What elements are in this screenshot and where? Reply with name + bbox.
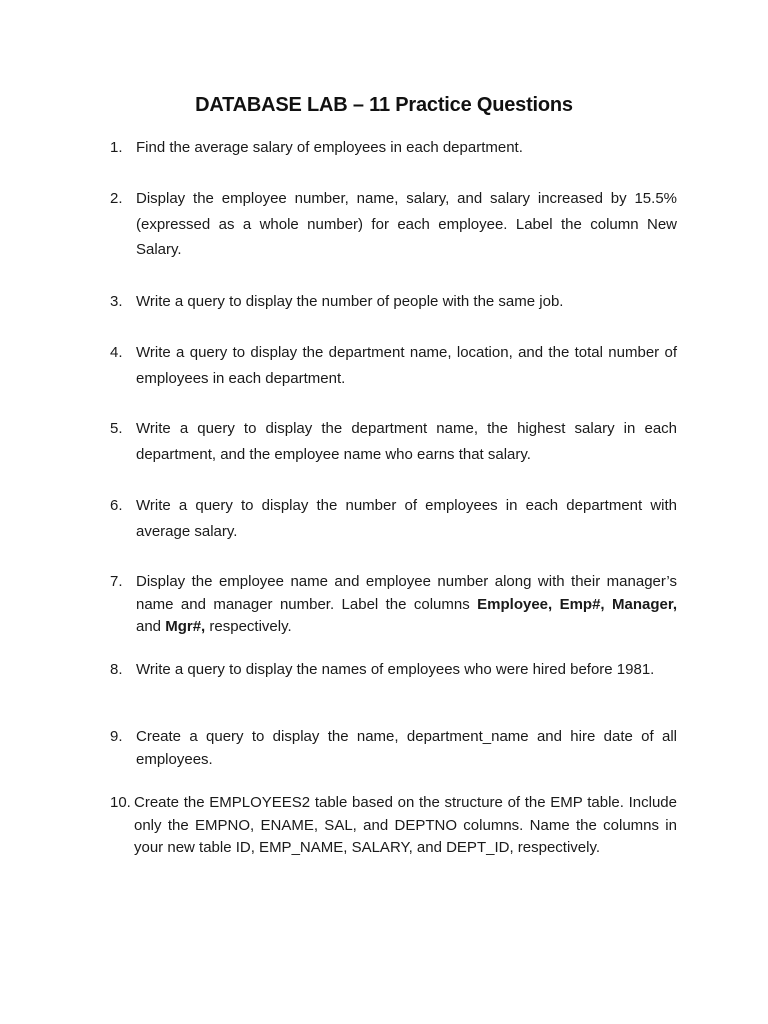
question-text-part: Display the employee name and employee number along with their manager’s name and manager number. Label the columns (136, 573, 677, 613)
question-text: Create a query to display the name, department_name and hire date of all employees. (136, 728, 677, 768)
question-10 (110, 792, 677, 860)
question-number: 1. (110, 139, 123, 156)
question-number: 7. (110, 573, 123, 590)
column-labels-bold: Employee, Emp#, Manager, (477, 595, 678, 613)
question-number: 8. (110, 661, 123, 678)
question-8 (110, 659, 677, 682)
page-title: DATABASE LAB – 11 Practice Questions (195, 94, 573, 116)
question-number: 3. (110, 293, 123, 310)
question-number: 4. (110, 344, 123, 361)
mgr-label-bold: Mgr#, (165, 618, 206, 635)
question-text: Display the employee number, name, salary, and salary increased by 15.5% (expressed as a whole number) for each employee. Label the column New Salary. (136, 190, 677, 258)
question-5 (110, 416, 677, 467)
question-text: Write a query to display the names of employees who were hired before 1981. (136, 661, 655, 678)
question-6 (110, 493, 677, 544)
question-number: 9. (110, 728, 123, 745)
question-number: 5. (110, 420, 123, 437)
question-text-part: and (136, 618, 166, 635)
question-text (136, 571, 677, 639)
question-text: Write a query to display the number of people with the same job. (136, 293, 564, 310)
question-number: 2. (110, 190, 123, 207)
question-text-part: respectively. (205, 618, 292, 635)
question-9 (110, 726, 677, 771)
question-2 (110, 186, 677, 263)
question-number: 10. (110, 794, 131, 811)
question-number: 6. (110, 497, 123, 514)
question-1 (110, 135, 677, 161)
question-text: Write a query to display the department name, location, and the total number of employees in each department. (136, 344, 677, 387)
question-text: Create the EMPLOYEES2 table based on the structure of the EMP table. Include only the EMPNO, ENAME, SAL, and DEPTNO columns. Name the columns in your new table ID, EMP_NAME, SALARY, and DEPT_ID, respectively. (134, 794, 677, 856)
question-4 (110, 340, 677, 391)
question-text: Write a query to display the number of employees in each department with average salary. (136, 497, 677, 540)
question-text: Write a query to display the department name, the highest salary in each department, and the employee name who earns that salary. (136, 420, 677, 463)
question-text: Find the average salary of employees in each department. (136, 139, 523, 156)
question-3 (110, 289, 677, 315)
question-7 (110, 571, 677, 639)
